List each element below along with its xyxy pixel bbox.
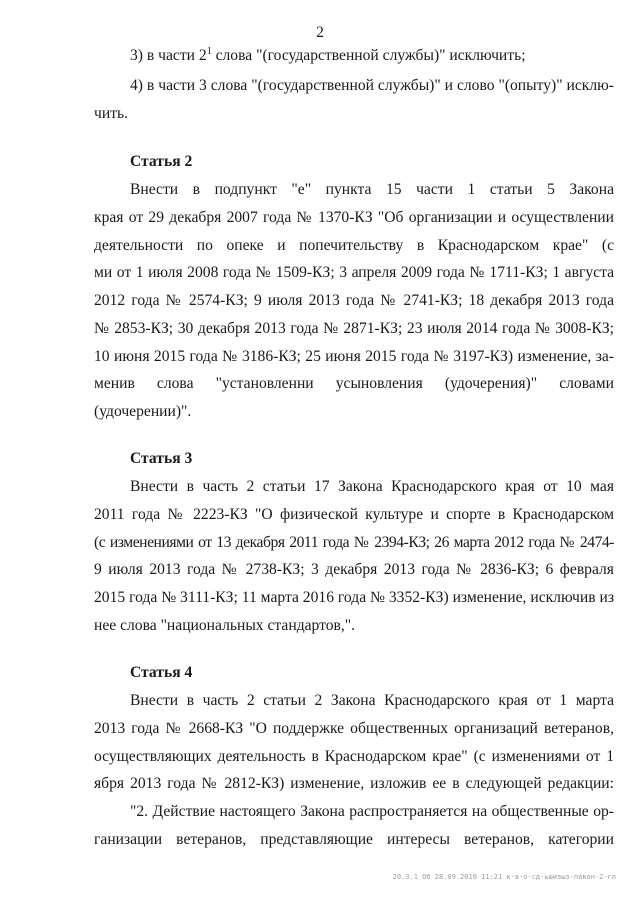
article-3-heading: Статья 3: [130, 450, 193, 467]
article-2-line: 2012 года № 2574-КЗ; 9 июля 2013 года № 2741-КЗ; 18 декабря 2013 года: [94, 292, 614, 309]
list-item-3-text: 3) в части 2: [130, 47, 207, 64]
article-4-line: 2013 года № 2668-КЗ "О поддержке общественных организаций ветеранов,: [94, 720, 614, 737]
list-item-3: [130, 46, 614, 66]
footer-stamp: 20.3.1 Об 28.09.2016 11:21 к-в-о-сд-ьшизыз-пакон-2-гл: [392, 873, 616, 881]
article-3-line: 2011 года № 2223-КЗ "О физической культуре и спорте в Краснодарском: [94, 506, 614, 523]
article-2-line: ми от 1 июля 2008 года № 1509-КЗ; 3 апреля 2009 года № 1711-КЗ; 1 августа: [94, 264, 614, 281]
article-2-line: Внести в подпункт "е" пункта 15 части 1 статьи 5 Закона: [130, 181, 614, 198]
article-3-line: (с изменениями от 13 декабря 2011 года № 2394-КЗ; 26 марта 2012 года № 2474-: [94, 534, 614, 551]
article-2-line: № 2853-КЗ; 30 декабря 2013 года № 2871-КЗ; 23 июля 2014 года № 3008-КЗ;: [94, 320, 614, 337]
article-2-heading: Статья 2: [130, 153, 193, 170]
article-2-line: 10 июня 2015 года № 3186-КЗ; 25 июня 2015 года № 3197-КЗ) изменение, за-: [94, 348, 614, 365]
article-4-line: ября 2013 года № 2812-КЗ) изменение, изложив ее в следующей редакции:: [94, 775, 614, 792]
list-item-4-line-2: чить.: [94, 105, 129, 122]
article-2-line: деятельности по опеке и попечительству в Краснодарском крае" (с: [94, 237, 614, 254]
article-3-line: 9 июля 2013 года № 2738-КЗ; 3 декабря 2013 года № 2836-КЗ; 6 февраля: [94, 561, 614, 578]
article-3-line: 2015 года № 3111-КЗ; 11 марта 2016 года № 3352-КЗ) изменение, исключив из: [94, 589, 614, 606]
article-2-line: менив слова "установленни усыновления (удочерения)" словами: [94, 375, 614, 392]
superscript: 1: [206, 46, 212, 57]
article-4-heading: Статья 4: [130, 664, 193, 681]
article-3-line: нее слова "национальных стандартов,".: [94, 617, 356, 634]
article-2-line: (удочерении)".: [94, 403, 192, 420]
page-number: 2: [316, 24, 324, 41]
article-2-line: края от 29 декабря 2007 года № 1370-КЗ "Об организации и осуществлении: [94, 209, 614, 226]
article-4-line: ганизации ветеранов, представляющие интересы ветеранов, категории: [94, 831, 614, 848]
article-4-line: "2. Действие настоящего Закона распространяется на общественные ор-: [130, 803, 614, 820]
article-3-line: Внести в часть 2 статьи 17 Закона Краснодарского края от 10 мая: [130, 478, 614, 495]
list-item-3-text-rest: слова "(государственной службы)" исключить;: [211, 47, 526, 64]
article-4-line: осуществляющих деятельность в Краснодарском крае" (с изменениями от 1: [94, 748, 614, 765]
list-item-4-line-1: 4) в части 3 слова "(государственной службы)" и слово "(опыту)" исклю-: [130, 77, 614, 94]
article-4-line: Внести в часть 2 статьи 2 Закона Краснодарского края от 1 марта: [130, 692, 614, 709]
